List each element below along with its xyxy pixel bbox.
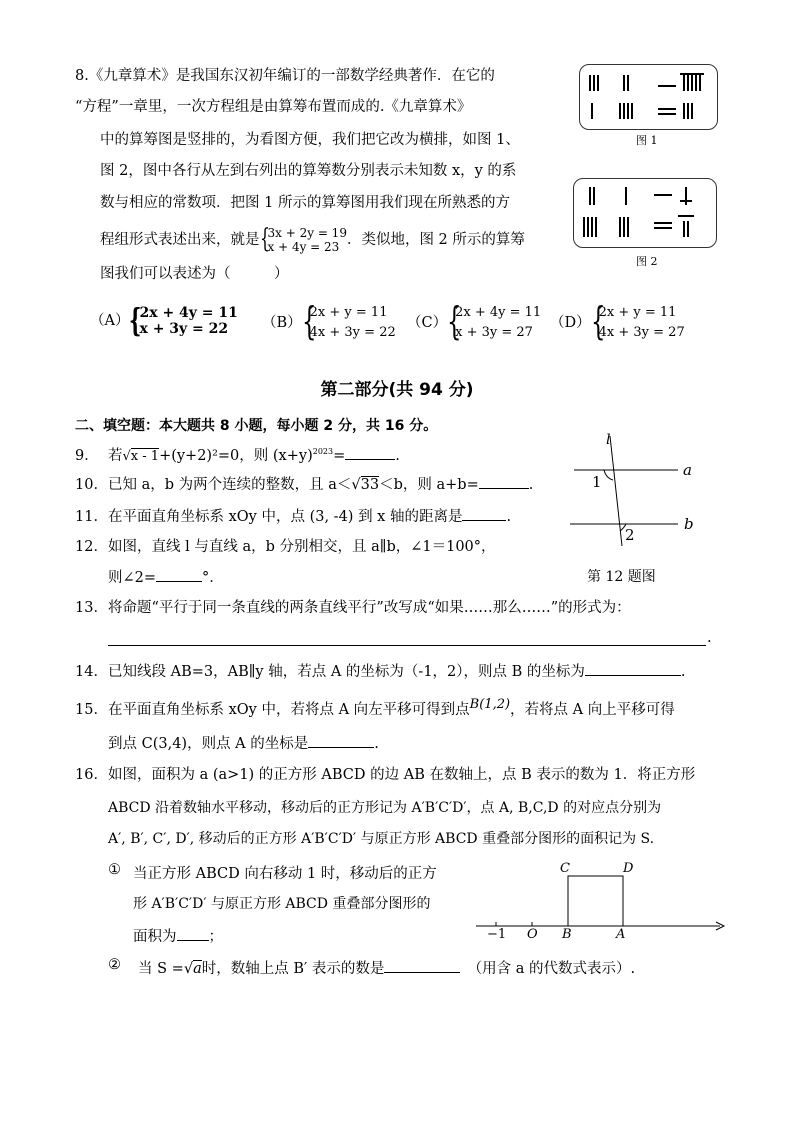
q12-line-2 bbox=[108, 567, 224, 588]
option-a-eq-2: x + 3y = 22 bbox=[139, 321, 229, 337]
q11-answer-blank[interactable] bbox=[462, 506, 506, 521]
label-b: b bbox=[684, 515, 694, 533]
figure-2-box bbox=[573, 178, 717, 248]
q9-number: 9． bbox=[75, 447, 99, 464]
q16-line-2: ABCD 沿着数轴水平移动，移动后的正方形记为 A′B′C′D′，点 A, B,C,D 的对应点分别为 bbox=[108, 800, 662, 816]
figure-1-caption: 图 1 bbox=[636, 134, 658, 147]
q16-sub2-mark: ② bbox=[108, 957, 121, 973]
q13-text: 将命题“平行于同一条直线的两条直线平行”改写成“如果……那么……”的形式为： bbox=[108, 600, 631, 616]
q16-sub2-mid: 时，数轴上点 B′ 表示的数是 bbox=[201, 961, 385, 977]
q14-text: 已知线段 AB=3，AB∥y 轴，若点 A 的坐标为（-1，2），则点 B 的坐标为 bbox=[108, 664, 585, 680]
option-a[interactable] bbox=[90, 301, 238, 339]
angle-1-arc bbox=[604, 470, 613, 480]
q16-number: 16． bbox=[75, 767, 108, 783]
q16-line-1 bbox=[75, 765, 695, 785]
q16-sub2-pre: 当 S = bbox=[138, 961, 184, 977]
counting-rods-figure-1 bbox=[580, 65, 717, 129]
square-abcd bbox=[568, 876, 623, 926]
q9-answer-blank[interactable] bbox=[345, 445, 395, 460]
q16-sub1-end: ； bbox=[208, 929, 223, 945]
q16-sub1-mark: ① bbox=[108, 862, 121, 878]
q12-number: 12． bbox=[75, 539, 108, 555]
q13-end-period: . bbox=[707, 630, 712, 646]
q8-line-1: 8.《九章算术》是我国东汉初年编订的一部数学经典著作．在它的 bbox=[75, 68, 495, 84]
q10-answer-blank[interactable] bbox=[479, 474, 529, 489]
q9-post: = bbox=[333, 447, 346, 464]
q10-number: 10． bbox=[75, 477, 108, 493]
q10-radicand: 33 bbox=[360, 477, 380, 493]
figure-1-box bbox=[579, 64, 718, 130]
option-d-system: { 2x + y = 11 4x + 3y = 27 bbox=[590, 299, 685, 343]
q16-sub2-answer-blank[interactable] bbox=[384, 958, 460, 973]
q9-pre: 若 bbox=[108, 447, 123, 464]
option-d-eq-2: 4x + 3y = 27 bbox=[598, 325, 685, 340]
q16-sub2: 当 S =√a时，数轴上点 B′ 表示的数是 （用含 a 的代数式表示）. bbox=[138, 957, 635, 978]
line-l bbox=[610, 436, 622, 546]
option-c[interactable] bbox=[407, 299, 542, 343]
q15-line-2-pre: 到点 C(3,4)，则点 A 的坐标是 bbox=[108, 736, 309, 752]
q13-answer-blank[interactable] bbox=[108, 645, 706, 646]
axis-label-minus-1: −1 bbox=[487, 927, 507, 942]
option-b-system: { 2x + y = 11 4x + 3y = 22 bbox=[301, 299, 396, 343]
option-c-system: { 2x + 4y = 11 x + 3y = 27 bbox=[447, 299, 542, 343]
part-2-title: 第二部分(共 94 分) bbox=[320, 380, 474, 400]
section-header: 二、填空题：本大题共 8 小题，每小题 2 分，共 16 分。 bbox=[75, 418, 438, 434]
q16-sub1-line-3-text: 面积为 bbox=[133, 929, 177, 945]
q12-line-2-pre: 则∠2= bbox=[108, 570, 157, 586]
given-eq-2: x + 4y = 23 bbox=[267, 240, 340, 254]
axis-label-o: O bbox=[527, 927, 538, 942]
q8-line-4: 图 2，图中各行从左到右列出的算筹数分别表示未知数 x，y 的系 bbox=[100, 163, 517, 179]
q15-answer-blank[interactable] bbox=[308, 733, 374, 748]
q15-line-1-pre: 在平面直角坐标系 xOy 中，若将点 A 向左平移可得到点 bbox=[108, 702, 470, 718]
q12-answer-blank[interactable] bbox=[156, 567, 202, 582]
figure-2-caption: 图 2 bbox=[636, 255, 658, 268]
q16-sub1-line-2: 形 A′B′C′D′ 与原正方形 ABCD 重叠部分图形的 bbox=[133, 896, 431, 912]
q12-figure-caption: 第 12 题图 bbox=[587, 569, 656, 585]
label-d: D bbox=[623, 861, 634, 876]
q14-number: 14． bbox=[75, 664, 108, 680]
q15-line-2: 到点 C(3,4)，则点 A 的坐标是 . bbox=[108, 733, 379, 754]
q16-line-1-text: 如图，面积为 a (a>1) 的正方形 ABCD 的边 AB 在数轴上，点 B 表示的数为 1．将正方形 bbox=[108, 767, 696, 783]
q9: 9． 若√x - 1+(y+2)²=0，则 $(x+y)^{2023}=$ . bbox=[75, 442, 400, 467]
q13-number: 13． bbox=[75, 600, 108, 616]
q16-sub1-answer-blank[interactable] bbox=[177, 926, 209, 941]
q11-text: 在平面直角坐标系 xOy 中，点 (3, -4) 到 x 轴的距离是 bbox=[108, 509, 463, 525]
label-1: 1 bbox=[592, 473, 602, 491]
option-c-eq-1: 2x + 4y = 11 bbox=[455, 305, 542, 320]
option-b[interactable] bbox=[262, 299, 396, 343]
q8-line-3: 中的算筹图是竖排的，为看图方便，我们把它改为横排，如图 1、 bbox=[100, 132, 520, 148]
q15 bbox=[75, 697, 675, 721]
option-a-system: { 2x + 4y = 11 x + 3y = 22 bbox=[129, 301, 238, 339]
q14: 14．已知线段 AB=3，AB∥y 轴，若点 A 的坐标为（-1，2），则点 B 的坐标为 . bbox=[75, 661, 686, 682]
option-b-eq-2: 4x + 3y = 22 bbox=[309, 325, 396, 340]
q8-line-6-post: ．类似地，图 2 所示的算筹 bbox=[346, 232, 525, 248]
q8-line-2: “方程”一章里，一次方程组是由算筹布置而成的.《九章算术》 bbox=[75, 99, 472, 115]
q11: 11．在平面直角坐标系 xOy 中，点 (3, -4) 到 x 轴的距离是 . bbox=[75, 506, 511, 527]
given-system: { 3x + 2y = 19 x + 4y = 23 bbox=[259, 224, 347, 254]
q9-radicand: x - 1 bbox=[130, 448, 160, 464]
q8-line-7: 图我们可以表述为（ ） bbox=[100, 266, 289, 282]
option-a-label: （A） bbox=[90, 313, 130, 329]
option-d-label: （D） bbox=[550, 315, 591, 331]
q8-line-6 bbox=[100, 226, 525, 254]
q9-mid: +(y+2)²=0，则 (x+y) bbox=[159, 447, 313, 464]
option-d[interactable] bbox=[550, 299, 685, 343]
q8-line-5: 数与相应的常数项．把图 1 所示的算筹图用我们现在所熟悉的方 bbox=[100, 195, 510, 211]
counting-rods-figure-2 bbox=[574, 179, 716, 247]
q16-line-3: A′, B′, C′, D′, 移动后的正方形 A′B′C′D′ 与原正方形 ABCD 重叠部分图形的面积记为 S. bbox=[108, 831, 655, 847]
q12-line-2-post: °． bbox=[202, 570, 224, 586]
q12-text: 如图，直线 l 与直线 a，b 分别相交，且 a∥b，∠1＝100°， bbox=[108, 539, 496, 555]
q10-pre: 已知 a，b 为两个连续的整数，且 a＜ bbox=[108, 477, 352, 493]
q16-sub1-line-3 bbox=[133, 925, 223, 946]
label-l: l bbox=[606, 432, 611, 448]
q10-post: ＜b，则 a+b= bbox=[379, 477, 479, 493]
q13 bbox=[75, 598, 631, 618]
q12 bbox=[75, 537, 496, 557]
q9-exponent: 2023 bbox=[312, 447, 334, 456]
option-c-eq-2: x + 3y = 27 bbox=[455, 325, 533, 340]
q8-line-6-pre: 程组形式表述出来，就是 bbox=[100, 232, 260, 248]
axis-label-a: A bbox=[616, 927, 626, 942]
option-a-eq-1: 2x + 4y = 11 bbox=[139, 305, 238, 321]
option-b-eq-1: 2x + y = 11 bbox=[309, 305, 388, 320]
label-2: 2 bbox=[625, 526, 635, 544]
q10: 10．已知 a，b 为两个连续的整数，且 a＜√33＜b，则 a+b= . bbox=[75, 474, 533, 495]
option-d-eq-1: 2x + y = 11 bbox=[598, 305, 677, 320]
q16-figure bbox=[470, 858, 730, 938]
q15-number: 15． bbox=[75, 702, 108, 718]
q16-sub1-line-1: 当正方形 ABCD 向右移动 1 时，移动后的正方 bbox=[133, 866, 437, 882]
axis-label-b: B bbox=[562, 927, 572, 942]
option-b-label: （B） bbox=[262, 315, 302, 331]
q16-sub2-post: （用含 a 的代数式表示）. bbox=[474, 961, 636, 977]
q12-figure bbox=[560, 432, 710, 552]
q16-sub2-radicand: a bbox=[193, 961, 202, 977]
option-c-label: （C） bbox=[407, 315, 448, 331]
q11-number: 11． bbox=[75, 509, 108, 525]
q14-answer-blank[interactable] bbox=[585, 661, 681, 676]
q15-line-1-post: ，若将点 A 向上平移可得 bbox=[510, 702, 675, 718]
given-eq-1: 3x + 2y = 19 bbox=[267, 226, 347, 240]
label-a: a bbox=[683, 461, 692, 479]
q15-point-b: B(1,2) bbox=[469, 697, 511, 712]
label-c: C bbox=[560, 861, 570, 876]
